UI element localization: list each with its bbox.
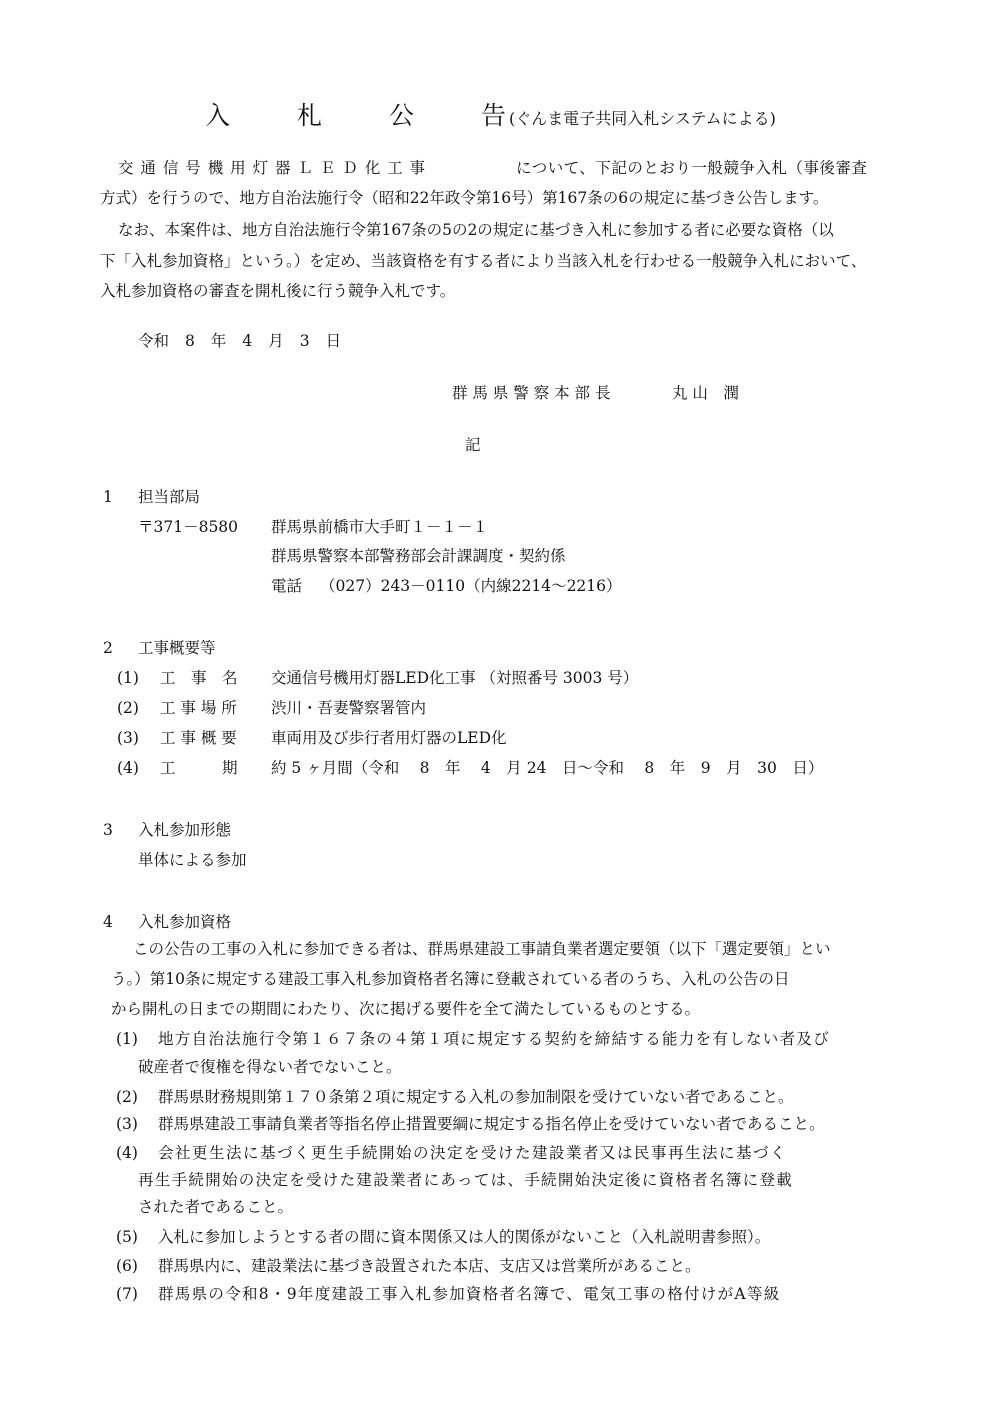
title-subtitle: (ぐんま電子共同入札システムによる) [509,109,776,128]
work-item-value: 車両用及び歩行者用灯器のLED化 [271,729,507,747]
requirement-text: 群馬県内に、建設業法に基づき設置された本店、支店又は営業所があること。 [158,1257,701,1275]
work-item-value: 約 5 ヶ月間（令和 8 年 4 月 24 日～令和 8 年 9 月 30 日） [271,759,824,777]
section-2-heading: 工事概要等 [138,639,216,657]
section-4-lead-3: から開札の日までの期間にわたり、次に掲げる要件を全て満たしているものとする。 [111,1000,701,1018]
section-3-heading: 入札参加形態 [138,821,232,839]
work-item-value: 渋川・吾妻警察署管内 [271,699,427,717]
section-1-heading: 担当部局 [138,488,201,506]
work-item-number: (2) [117,699,139,717]
work-item-label: 工 事 名 [160,669,238,687]
phone-number: （027）243－0110（内線2214～2216） [320,577,622,595]
intro-line-3: なお、本案件は、地方自治法施行令第167条の5の2の規定に基づき入札に参加する者に必要な資格（以 [118,221,834,239]
date-day-unit: 日 [325,332,342,350]
title-char: 公 [389,101,415,130]
date-month: 4 [242,332,253,350]
page-title [205,96,776,132]
issuer-org: 群 馬 県 警 察 本 部 長 [452,384,611,402]
section-4-number: 4 [103,913,113,931]
intro-line-4: 下「入札参加資格」という。）を定め、当該資格を有する者により当該入札を行わせる一般競争入札において、 [100,252,867,270]
requirement-text: 会社更生法に基づく更生手続開始の決定を受けた建設業者又は民事再生法に基づく [158,1144,788,1162]
requirement-number: (2) [116,1088,138,1106]
requirement-number: (1) [116,1030,138,1048]
requirement-number: (3) [116,1115,138,1133]
requirement-text: 入札に参加しようとする者の間に資本関係又は人的関係がないこと（入札説明書参照）。 [158,1228,771,1246]
intro-line-2: 方式）を行うので、地方自治法施行令（昭和22年政令第16号）第167条の6の規定に基づき公告します。 [100,189,829,207]
title-char: 入 [205,101,231,130]
date-day: 3 [299,332,310,350]
requirement-text: 群馬県の令和8・9年度建設工事入札参加資格者名簿で、電気工事の格付けがA等級 [158,1285,781,1303]
requirement-number: (5) [116,1228,138,1246]
intro-line-5: 入札参加資格の審査を開札後に行う競争入札です。 [100,282,456,300]
requirement-number: (7) [116,1285,138,1303]
requirement-text: 群馬県建設工事請負業者等指名停止措置要綱に規定する指名停止を受けていない者であること。 [158,1115,825,1133]
work-item-value: 交通信号機用灯器LED化工事 （対照番号 3003 号） [271,669,639,687]
work-item-number: (4) [117,759,139,777]
issuer-name: 丸 山 潤 [672,384,739,402]
notice-date [138,331,341,351]
requirement-text-cont: 再生手続開始の決定を受けた建設業者にあっては、手続開始決定後に資格者名簿に登載 [138,1171,794,1189]
title-char: 告 [481,101,507,130]
postal-code: 〒371－8580 [138,518,239,536]
section-2-number: 2 [103,639,113,657]
date-era: 令和 [138,332,170,350]
section-3-number: 3 [103,821,113,839]
intro-line-1b: について、下記のとおり一般競争入札（事後審査 [516,159,868,177]
date-month-unit: 月 [268,332,284,350]
requirement-text: 群馬県財務規則第１７０条第２項に規定する入札の参加制限を受けていない者であること。 [158,1088,794,1106]
work-item-label: 工 事 概 要 [160,729,237,747]
section-4-lead-1: この公告の工事の入札に参加できる者は、群馬県建設工事請負業者選定要領（以下「選定要領」とい [133,940,831,958]
section-1-number: 1 [103,488,113,506]
requirement-number: (6) [116,1257,138,1275]
requirement-text-cont: 破産者で復権を得ない者でないこと。 [138,1058,402,1076]
requirement-text-cont: された者であること。 [138,1198,294,1216]
work-item-label: 工 事 場 所 [160,699,237,717]
section-3-body: 単体による参加 [138,851,247,869]
address: 群馬県前橋市大手町１－１－１ [271,518,489,536]
phone-label: 電話 [271,577,303,595]
work-item-label: 工 期 [160,759,238,777]
work-item-number: (3) [117,729,139,747]
section-4-heading: 入札参加資格 [138,913,232,931]
requirement-number: (4) [116,1144,138,1162]
requirement-text: 地方自治法施行令第１６７条の４第１項に規定する契約を締結する能力を有しない者及び [158,1030,831,1048]
section-4-lead-2: う。）第10条に規定する建設工事入札参加資格者名簿に登載されている者のうち、入札の公告の日 [111,970,790,988]
ki-marker: 記 [465,436,481,454]
title-char: 札 [297,101,323,130]
date-year-unit: 年 [210,332,227,350]
work-item-number: (1) [117,669,139,687]
intro-line-1a: 交 通 信 号 機 用 灯 器 Ｌ Ｅ Ｄ 化 工 事 [118,159,427,177]
department: 群馬県警察本部警務部会計課調度・契約係 [271,547,566,565]
date-year: 8 [185,332,195,350]
